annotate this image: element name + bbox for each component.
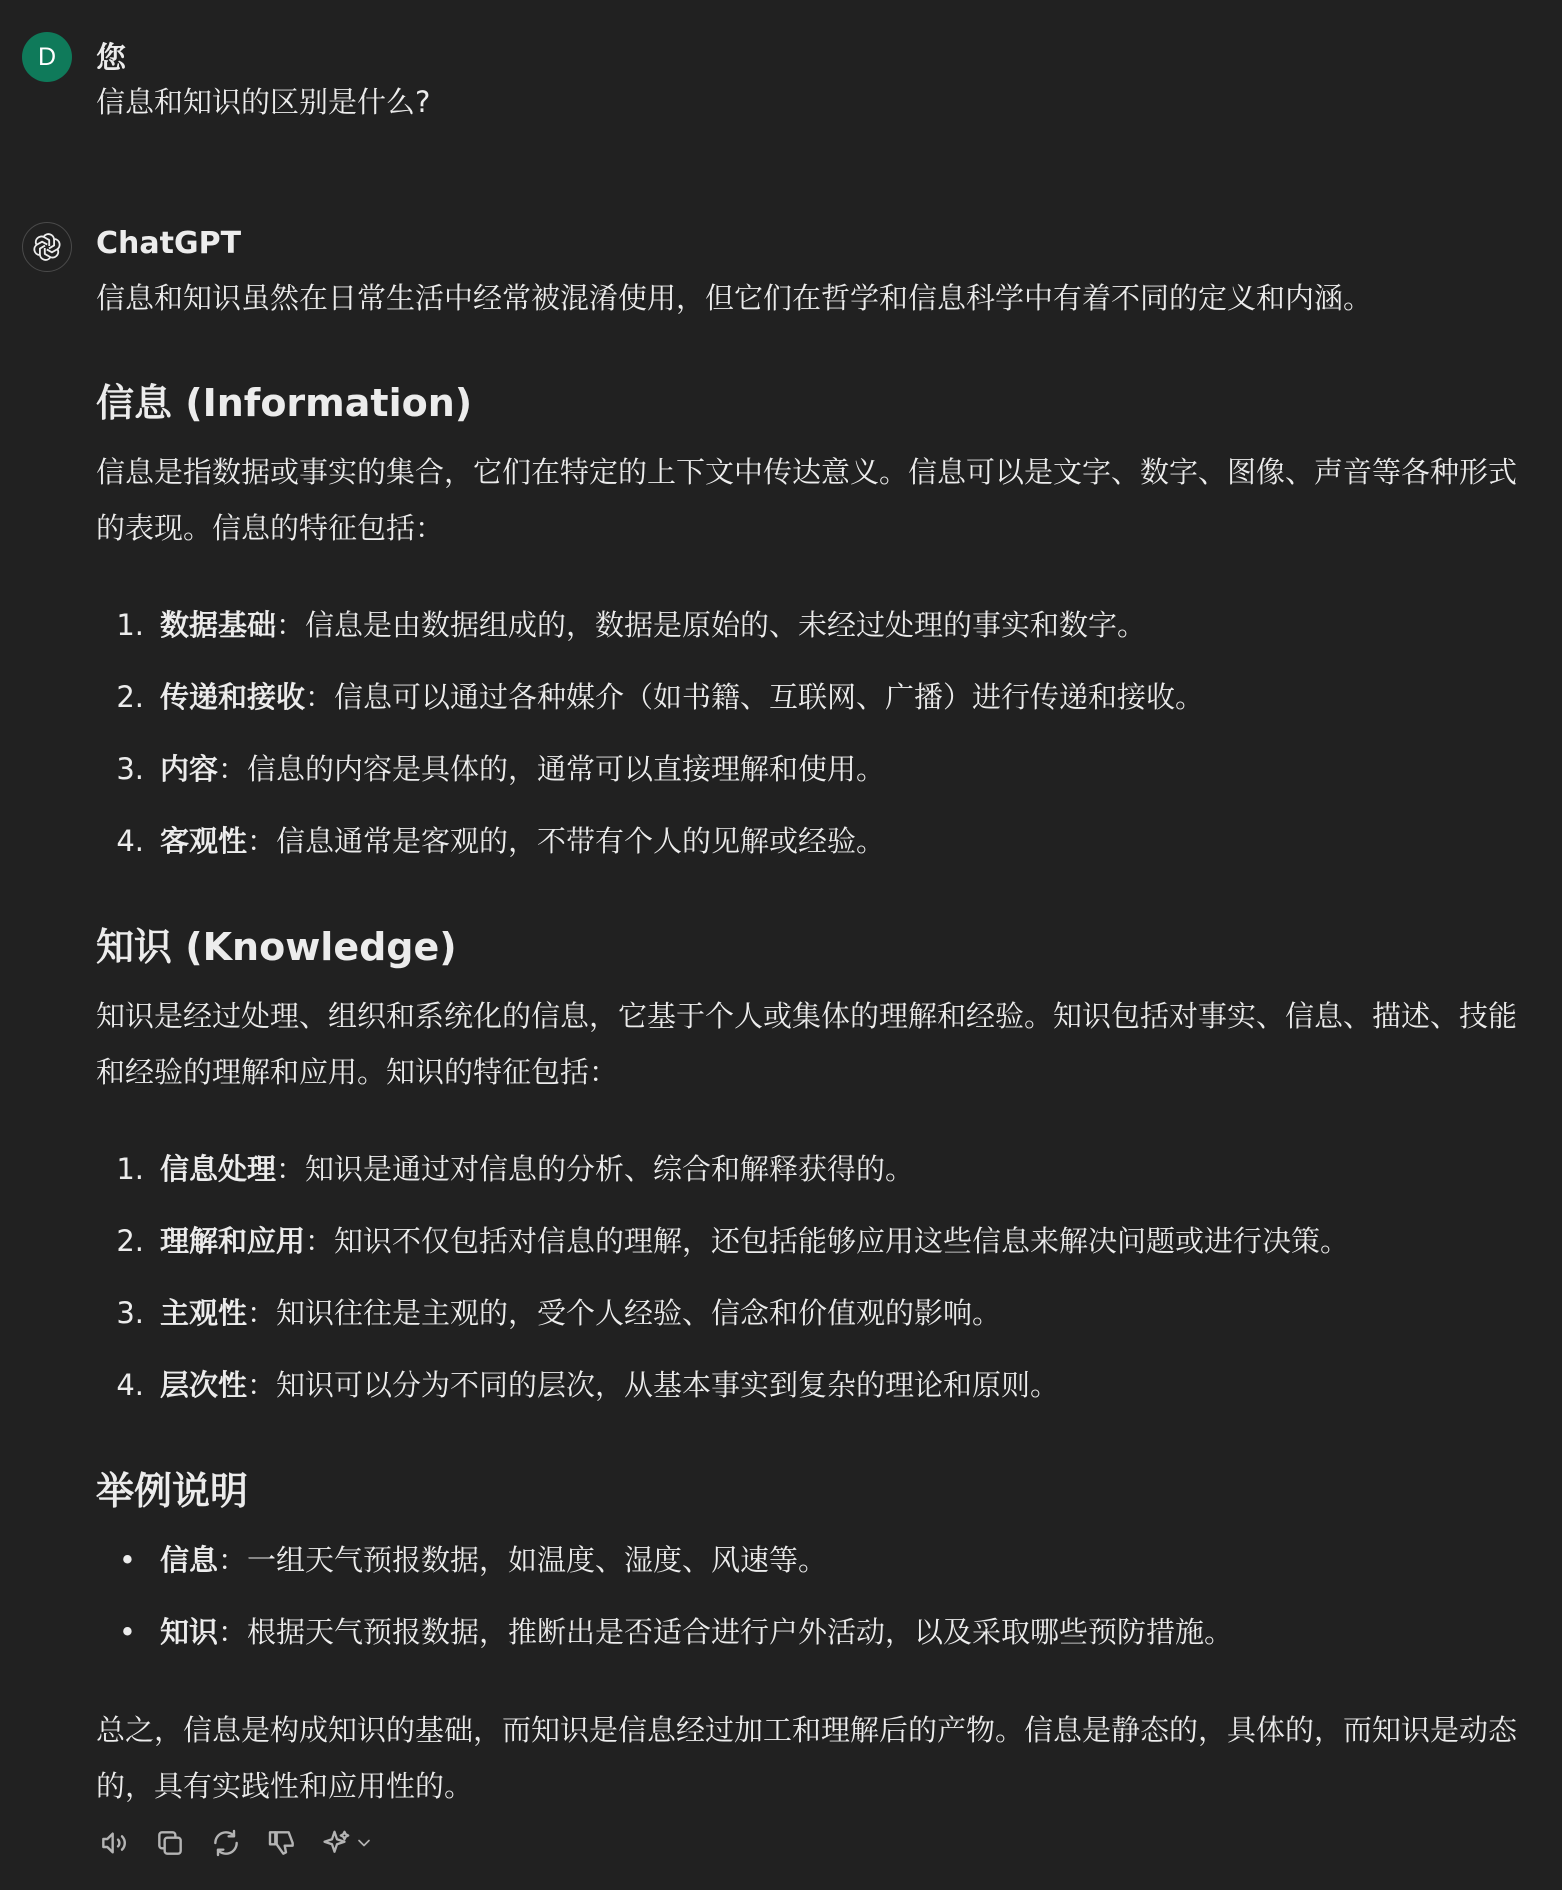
section-heading-information: 信息 (Information) bbox=[96, 381, 473, 425]
user-author-name: 您 bbox=[96, 41, 126, 76]
regenerate-icon bbox=[210, 1827, 242, 1859]
list-item bbox=[96, 1291, 1536, 1335]
list-number: 1. bbox=[116, 1152, 144, 1186]
list-item bbox=[96, 747, 1536, 791]
list-text: ：知识是通过对信息的分析、综合和解释获得的。 bbox=[276, 1152, 915, 1186]
list-number: 1. bbox=[116, 608, 144, 642]
read-aloud-button[interactable] bbox=[96, 1825, 132, 1861]
speaker-icon bbox=[98, 1827, 130, 1859]
sparkle-icon bbox=[322, 1828, 352, 1858]
list-item bbox=[96, 603, 1536, 647]
change-model-button[interactable] bbox=[320, 1825, 376, 1861]
section-paragraph-information: 信息是指数据或事实的集合，它们在特定的上下文中传达意义。信息可以是文字、数字、图像、声音等各种形式的表现。信息的特征包括： bbox=[96, 455, 1518, 545]
message-actions-toolbar bbox=[96, 1825, 376, 1861]
section-paragraph-knowledge: 知识是经过处理、组织和系统化的信息，它基于个人或集体的理解和经验。知识包括对事实、信息、描述、技能和经验的理解和应用。知识的特征包括： bbox=[96, 999, 1518, 1089]
list-text: ：信息的内容是具体的，通常可以直接理解和使用。 bbox=[218, 752, 886, 786]
list-term: 信息 bbox=[160, 1543, 219, 1577]
user-avatar bbox=[22, 32, 72, 82]
assistant-author-name: ChatGPT bbox=[96, 226, 242, 261]
list-bullet: • bbox=[118, 1543, 136, 1577]
user-avatar-letter: D bbox=[37, 42, 57, 71]
list-term: 传递和接收 bbox=[160, 680, 306, 714]
list-term: 信息处理 bbox=[160, 1152, 277, 1186]
list-item bbox=[96, 1363, 1536, 1407]
list-text: ：信息是由数据组成的，数据是原始的、未经过处理的事实和数字。 bbox=[276, 608, 1147, 642]
list-text: ：根据天气预报数据，推断出是否适合进行户外活动，以及采取哪些预防措施。 bbox=[218, 1615, 1234, 1649]
regenerate-button[interactable] bbox=[208, 1825, 244, 1861]
copy-button[interactable] bbox=[152, 1825, 188, 1861]
list-term: 理解和应用 bbox=[160, 1224, 306, 1258]
list-text: ：信息可以通过各种媒介（如书籍、互联网、广播）进行传递和接收。 bbox=[305, 680, 1205, 714]
list-term: 知识 bbox=[160, 1615, 219, 1649]
list-number: 4. bbox=[116, 824, 144, 858]
list-item bbox=[96, 1610, 1536, 1654]
list-term: 层次性 bbox=[160, 1368, 248, 1402]
list-text: ：知识可以分为不同的层次，从基本事实到复杂的理论和原则。 bbox=[247, 1368, 1060, 1402]
list-term: 内容 bbox=[160, 752, 219, 786]
section-heading-knowledge: 知识 (Knowledge) bbox=[96, 925, 457, 969]
list-text: ：信息通常是客观的，不带有个人的见解或经验。 bbox=[247, 824, 886, 858]
section-heading-examples: 举例说明 bbox=[96, 1469, 249, 1513]
thumbs-down-icon bbox=[266, 1827, 298, 1859]
list-term: 主观性 bbox=[160, 1296, 248, 1330]
list-number: 3. bbox=[116, 752, 144, 786]
list-bullet: • bbox=[118, 1615, 136, 1649]
chevron-down-icon bbox=[354, 1833, 374, 1853]
list-number: 2. bbox=[116, 680, 144, 714]
list-item bbox=[96, 1219, 1536, 1263]
list-text: ：一组天气预报数据，如温度、湿度、风速等。 bbox=[218, 1543, 828, 1577]
list-item bbox=[96, 819, 1536, 863]
list-number: 2. bbox=[116, 1224, 144, 1258]
user-message-text: 信息和知识的区别是什么? bbox=[96, 85, 431, 119]
list-term: 数据基础 bbox=[160, 608, 277, 642]
chatgpt-avatar bbox=[22, 222, 72, 272]
bad-response-button[interactable] bbox=[264, 1825, 300, 1861]
assistant-intro-text: 信息和知识虽然在日常生活中经常被混淆使用，但它们在哲学和信息科学中有着不同的定义和内涵。 bbox=[96, 281, 1373, 315]
list-text: ：知识不仅包括对信息的理解，还包括能够应用这些信息来解决问题或进行决策。 bbox=[305, 1224, 1350, 1258]
list-item bbox=[96, 1147, 1536, 1191]
list-number: 3. bbox=[116, 1296, 144, 1330]
list-term: 客观性 bbox=[160, 824, 248, 858]
conclusion-paragraph: 总之，信息是构成知识的基础，而知识是信息经过加工和理解后的产物。信息是静态的，具体的，而知识是动态的，具有实践性和应用性的。 bbox=[96, 1713, 1518, 1803]
list-number: 4. bbox=[116, 1368, 144, 1402]
list-item bbox=[96, 675, 1536, 719]
list-item bbox=[96, 1538, 1536, 1582]
copy-icon bbox=[154, 1827, 186, 1859]
openai-logo-icon bbox=[30, 230, 64, 264]
list-text: ：知识往往是主观的，受个人经验、信念和价值观的影响。 bbox=[247, 1296, 1002, 1330]
